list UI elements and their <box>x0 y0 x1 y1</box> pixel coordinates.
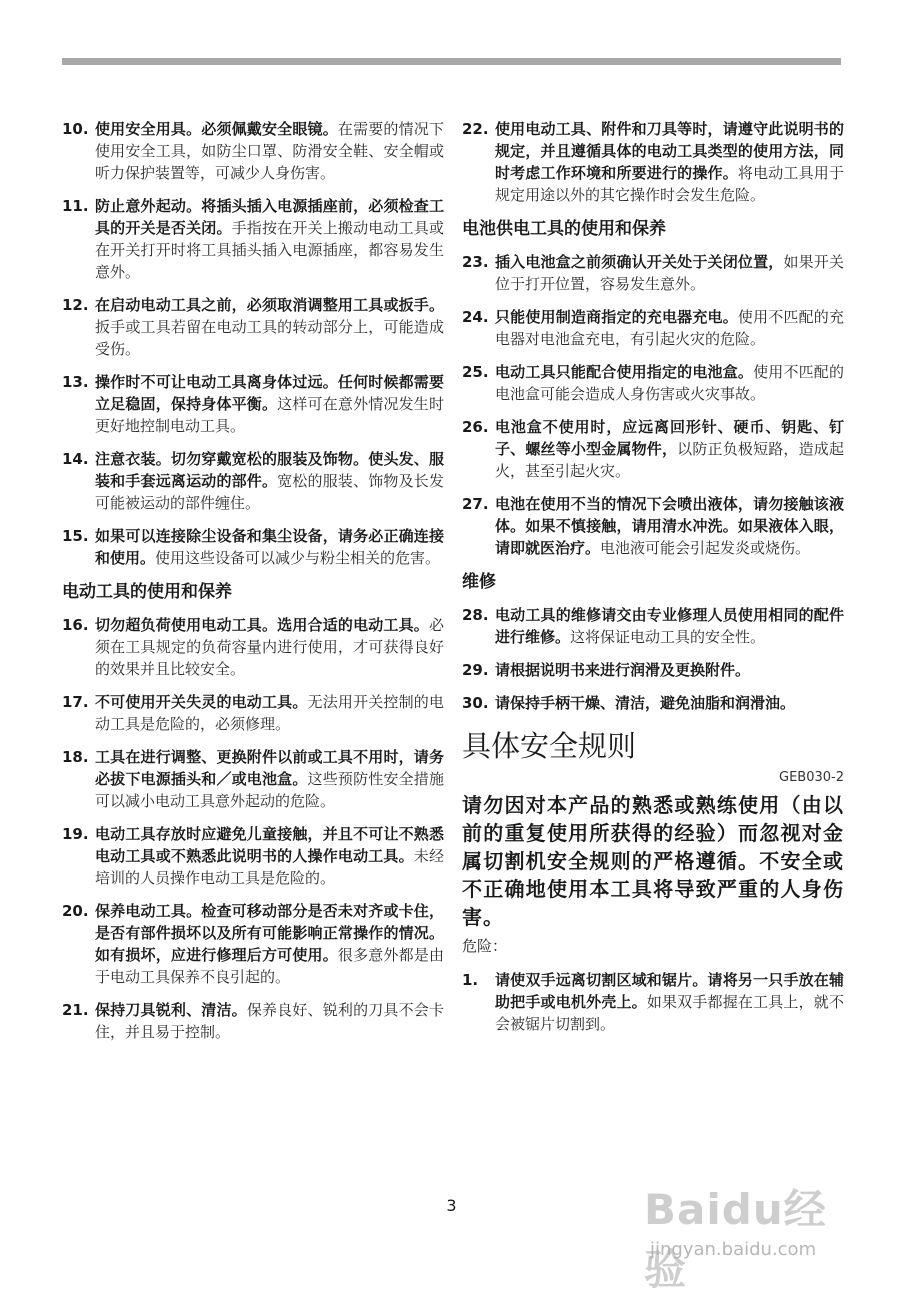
list-item <box>462 251 844 295</box>
item-normal-text: 必须在工具规定的负荷容量内进行使用，才可获得良好的效果并且比较安全。 <box>95 616 444 678</box>
item-text <box>495 306 844 350</box>
list-item <box>462 361 844 405</box>
list-item <box>462 969 844 1035</box>
item-text <box>95 999 444 1043</box>
list-item <box>62 746 444 812</box>
item-bold-text: 保养电动工具。检查可移动部分是否未对齐或卡住，是否有部件损坏以及所有可能影响正常操作的情况。如有损坏，应进行修理后方可使用。 <box>95 902 444 964</box>
item-text <box>95 746 444 812</box>
item-text <box>495 493 844 559</box>
item-normal-text: 使用这些设备可以减少与粉尘相关的危害。 <box>155 549 441 567</box>
item-text <box>495 604 844 648</box>
list-item <box>62 448 444 514</box>
list-item <box>62 525 444 569</box>
list-item <box>62 900 444 988</box>
list-item <box>62 823 444 889</box>
item-text <box>95 195 444 283</box>
item-bold-text: 请根据说明书来进行润滑及更换附件。 <box>495 661 751 679</box>
item-bold-text: 电动工具存放时应避免儿童接触，并且不可让不熟悉电动工具或不熟悉此说明书的人操作电动工具。 <box>95 825 444 865</box>
list-item <box>62 614 444 680</box>
item-text <box>495 692 844 714</box>
item-normal-text: 以防正负极短路，造成起火，甚至引起火灾。 <box>495 440 844 480</box>
item-normal-text: 如果开关位于打开位置，容易发生意外。 <box>495 253 844 293</box>
document-code: GEB030-2 <box>779 770 844 785</box>
item-number: 23. <box>462 253 489 271</box>
list-item <box>62 371 444 437</box>
item-text <box>495 659 844 681</box>
page-number: 3 <box>446 1196 457 1215</box>
list-item <box>462 493 844 559</box>
list-item <box>462 306 844 350</box>
item-normal-text: 如果双手都握在工具上，就不会被锯片切割到。 <box>495 993 844 1033</box>
item-number: 13. <box>62 373 89 391</box>
item-number: 30. <box>462 694 489 712</box>
section-heading-use: 电动工具的使用和保养 <box>62 582 232 602</box>
item-bold-text: 工具在进行调整、更换附件以前或工具不用时，请务必拔下电源插头和／或电池盒。 <box>95 748 444 788</box>
item-bold-text: 电池盒不使用时，应远离回形针、硬币、钥匙、钉子、螺丝等小型金属物件， <box>495 418 844 458</box>
item-text <box>95 525 444 569</box>
item-text <box>495 969 844 1035</box>
item-number: 15. <box>62 527 89 545</box>
warning-paragraph: 请勿因对本产品的熟悉或熟练使用（由以前的重复使用所获得的经验）而忽视对金属切割机安全规则的严格遵循。不安全或不正确地使用本工具将导致严重的人身伤害。 <box>462 793 844 929</box>
item-number: 14. <box>62 450 89 468</box>
item-bold-text: 只能使用制造商指定的充电器充电。 <box>495 308 738 326</box>
item-number: 20. <box>62 902 89 920</box>
item-bold-text: 电池在使用不当的情况下会喷出液体，请勿接触该液体。如果不慎接触，请用清水冲洗。如果液体入眼，请即就医治疗。 <box>495 495 844 557</box>
item-number: 25. <box>462 363 489 381</box>
item-normal-text: 使用不匹配的充电器对电池盒充电，有引起火灾的危险。 <box>495 308 844 348</box>
item-normal-text: 扳手或工具若留在电动工具的转动部分上，可能造成受伤。 <box>95 318 444 358</box>
item-text <box>95 448 444 514</box>
item-bold-text: 切勿超负荷使用电动工具。选用合适的电动工具。 <box>95 616 429 634</box>
item-bold-text: 使用安全用具。必须佩戴安全眼镜。 <box>95 120 338 138</box>
item-number: 11. <box>62 197 89 215</box>
right-list-c <box>462 604 844 714</box>
item-bold-text: 请使双手远离切割区域和锯片。请将另一只手放在辅助把手或电机外壳上。 <box>495 971 844 1011</box>
watermark-url: jingyan.baidu.com <box>650 1239 817 1260</box>
item-normal-text: 保养良好、锐利的刀具不会卡住，并且易于控制。 <box>95 1001 444 1041</box>
item-normal-text: 很多意外都是由于电动工具保养不良引起的。 <box>95 946 444 986</box>
item-bold-text: 不可使用开关失灵的电动工具。 <box>95 693 308 711</box>
item-number: 27. <box>462 495 489 513</box>
item-text <box>95 691 444 735</box>
item-normal-text: 这样可在意外情况发生时更好地控制电动工具。 <box>95 395 444 435</box>
item-number: 26. <box>462 418 489 436</box>
specific-rules-title: 具体安全规则 <box>462 729 637 763</box>
list-item <box>62 118 444 184</box>
item-number: 12. <box>62 296 89 314</box>
item-normal-text: 在需要的情况下使用安全工具，如防尘口罩、防滑安全鞋、安全帽或听力保护装置等，可减少人身伤害。 <box>95 120 444 182</box>
list-item <box>462 692 844 714</box>
item-normal-text: 这将保证电动工具的安全性。 <box>570 628 766 646</box>
item-number: 17. <box>62 693 89 711</box>
item-text <box>95 900 444 988</box>
item-bold-text: 在启动电动工具之前，必须取消调整用工具或扳手。 <box>95 296 444 314</box>
item-number: 1. <box>462 971 479 989</box>
section-heading-service: 维修 <box>462 572 496 592</box>
item-text <box>95 614 444 680</box>
right-list-a <box>462 118 844 206</box>
section-heading-battery: 电池供电工具的使用和保养 <box>462 219 666 239</box>
item-bold-text: 操作时不可让电动工具离身体过远。任何时候都需要立足稳固，保持身体平衡。 <box>95 373 444 413</box>
item-normal-text: 无法用开关控制的电动工具是危险的，必须修理。 <box>95 693 444 733</box>
header-rule <box>62 58 841 65</box>
list-item <box>462 416 844 482</box>
item-number: 24. <box>462 308 489 326</box>
item-text <box>95 371 444 437</box>
item-number: 29. <box>462 661 489 679</box>
item-bold-text: 请保持手柄干燥、清洁，避免油脂和润滑油。 <box>495 694 796 712</box>
item-text <box>495 251 844 295</box>
item-text <box>95 118 444 184</box>
item-bold-text: 注意衣装。切勿穿戴宽松的服装及饰物。使头发、服装和手套远离运动的部件。 <box>95 450 444 490</box>
item-normal-text: 使用不匹配的电池盒可能会造成人身伤害或火灾事故。 <box>495 363 844 403</box>
list-item <box>462 604 844 648</box>
item-text <box>95 823 444 889</box>
left-list-b <box>62 614 444 1043</box>
item-text <box>495 361 844 405</box>
danger-label: 危险： <box>462 937 508 955</box>
list-item <box>62 691 444 735</box>
item-normal-text: 将电动工具用于规定用途以外的其它操作时会发生危险。 <box>495 164 844 204</box>
list-item <box>462 659 844 681</box>
left-list-a <box>62 118 444 569</box>
item-number: 21. <box>62 1001 89 1019</box>
item-number: 19. <box>62 825 89 843</box>
list-item <box>62 999 444 1043</box>
item-normal-text: 手指按在开关上搬动电动工具或在开关打开时将工具插头插入电源插座，都容易发生意外。 <box>95 219 444 281</box>
watermark-logo: Baidu经验 <box>644 1185 827 1294</box>
item-normal-text: 未经培训的人员操作电动工具是危险的。 <box>95 847 444 887</box>
item-bold-text: 电动工具只能配合使用指定的电池盒。 <box>495 363 754 381</box>
list-item <box>462 118 844 206</box>
item-bold-text: 如果可以连接除尘设备和集尘设备，请务必正确连接和使用。 <box>95 527 444 567</box>
list-item <box>62 195 444 283</box>
item-bold-text: 插入电池盒之前须确认开关处于关闭位置， <box>495 253 784 271</box>
item-number: 22. <box>462 120 489 138</box>
item-bold-text: 保持刀具锐利、清洁。 <box>95 1001 247 1019</box>
item-number: 16. <box>62 616 89 634</box>
item-bold-text: 电动工具的维修请交由专业修理人员使用相同的配件进行维修。 <box>495 606 844 646</box>
item-text <box>495 416 844 482</box>
item-text <box>95 294 444 360</box>
left-column <box>62 118 444 1054</box>
item-normal-text: 这些预防性安全措施可以减小电动工具意外起动的危险。 <box>95 770 444 810</box>
item-number: 28. <box>462 606 489 624</box>
item-bold-text: 防止意外起动。将插头插入电源插座前，必须检查工具的开关是否关闭。 <box>95 197 444 237</box>
item-number: 18. <box>62 748 89 766</box>
right-list-b <box>462 251 844 559</box>
item-bold-text: 使用电动工具、附件和刀具等时，请遵守此说明书的规定，并且遵循具体的电动工具类型的使用方法，同时考虑工作环境和所要进行的操作。 <box>495 120 844 182</box>
item-normal-text: 宽松的服装、饰物及长发可能被运动的部件缠住。 <box>95 472 444 512</box>
item-text <box>495 118 844 206</box>
list-item <box>62 294 444 360</box>
right-column <box>462 118 844 1046</box>
item-number: 10. <box>62 120 89 138</box>
item-normal-text: 电池液可能会引起发炎或烧伤。 <box>600 539 811 557</box>
